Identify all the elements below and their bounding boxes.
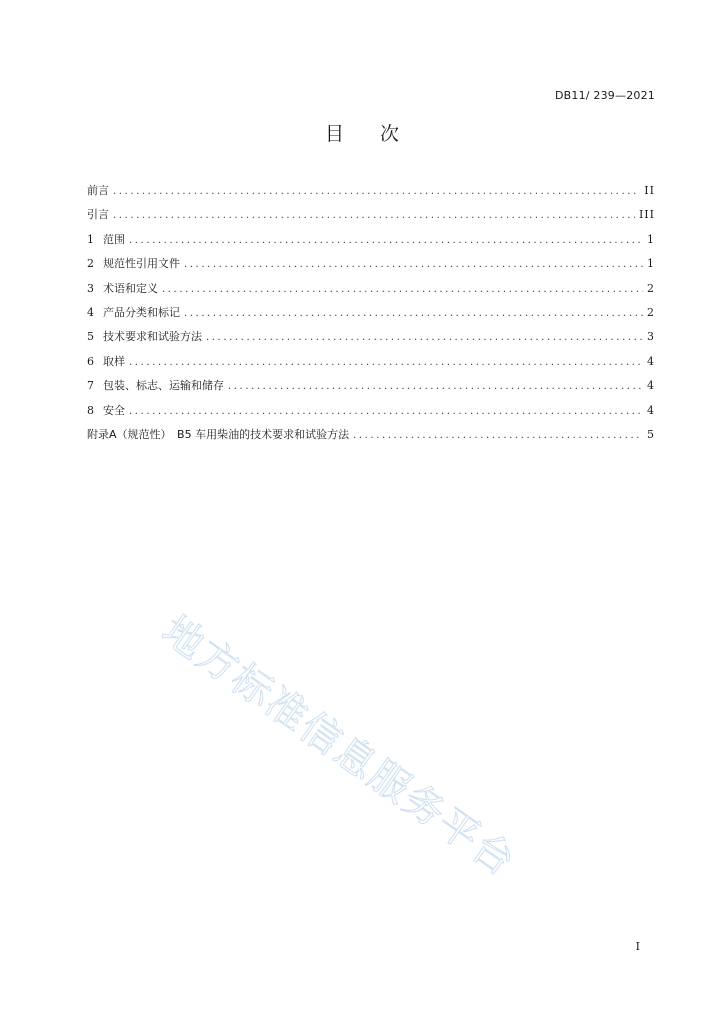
toc-label (87, 328, 202, 344)
toc-leader-dots (228, 381, 643, 392)
page-number: I (635, 940, 640, 953)
toc-section-number: 7 (87, 379, 94, 393)
toc-page-number: 3 (647, 330, 655, 344)
toc-label-text: 包装、标志、运输和储存 (103, 379, 224, 393)
toc-label (87, 304, 180, 320)
page-title: 目次 (324, 123, 435, 145)
toc-label (87, 280, 158, 296)
toc-leader-dots (206, 332, 643, 343)
toc-entry-foreword[interactable] (87, 182, 655, 206)
toc-entry-packaging[interactable] (87, 377, 655, 401)
toc-leader-dots (113, 186, 640, 197)
toc-page-number: 2 (647, 305, 655, 319)
toc-page-number: 4 (647, 379, 655, 393)
toc-leader-dots (129, 235, 643, 246)
toc-entry-scope[interactable] (87, 231, 655, 255)
toc-label (87, 402, 125, 418)
toc-label-text: 技术要求和试验方法 (103, 330, 202, 344)
toc-entry-introduction[interactable] (87, 206, 655, 230)
toc-label (87, 377, 224, 393)
toc-entry-safety[interactable] (87, 402, 655, 426)
watermark: 地方标准信息服务平台 (153, 607, 524, 886)
toc-leader-dots (129, 357, 643, 368)
toc-leader-dots (353, 430, 643, 441)
toc-label-text: 取样 (103, 354, 125, 368)
toc-page-number: 4 (647, 354, 655, 368)
toc-entry-sampling[interactable] (87, 353, 655, 377)
toc-leader-dots (184, 308, 643, 319)
toc-label (87, 353, 125, 369)
toc-page-number: 1 (647, 257, 655, 271)
toc-leader-dots (129, 406, 643, 417)
toc-label: 引言 (87, 208, 109, 222)
toc-label-text: 产品分类和标记 (103, 305, 180, 319)
toc-leader-dots (184, 259, 643, 270)
document-code: DB11/ 239—2021 (554, 89, 655, 102)
toc-section-number: 8 (87, 403, 94, 417)
toc-entry-classification[interactable] (87, 304, 655, 328)
toc-section-number: 3 (87, 281, 94, 295)
toc-page-number: III (638, 208, 655, 222)
toc-section-number: 2 (87, 257, 94, 271)
toc-label-text: 规范性引用文件 (103, 257, 180, 271)
toc-leader-dots (113, 210, 635, 221)
toc-label (87, 255, 180, 271)
toc-label-text: 安全 (103, 403, 125, 417)
toc-section-number: 4 (87, 305, 94, 319)
toc-label: 附录A（规范性） B5 车用柴油的技术要求和试验方法 (87, 427, 350, 441)
toc-entry-terms-definitions[interactable] (87, 280, 655, 304)
toc-label (87, 231, 125, 247)
toc-label: 前言 (87, 184, 109, 197)
toc-label-text: 术语和定义 (103, 281, 158, 295)
toc-section-number: 6 (87, 354, 94, 368)
toc-page-number: 1 (647, 232, 655, 246)
toc-section-number: 5 (87, 330, 94, 344)
toc-entry-requirements[interactable] (87, 328, 655, 352)
toc-entry-appendix-a[interactable] (87, 426, 655, 450)
toc-label-text: 范围 (103, 232, 125, 246)
table-of-contents (87, 182, 655, 450)
toc-section-number: 1 (87, 232, 94, 246)
toc-page-number: 5 (647, 427, 655, 441)
toc-page-number: 2 (647, 281, 655, 295)
toc-entry-normative-references[interactable] (87, 255, 655, 279)
toc-page-number: 4 (647, 403, 655, 417)
toc-leader-dots (162, 284, 643, 295)
toc-page-number: II (644, 184, 655, 197)
